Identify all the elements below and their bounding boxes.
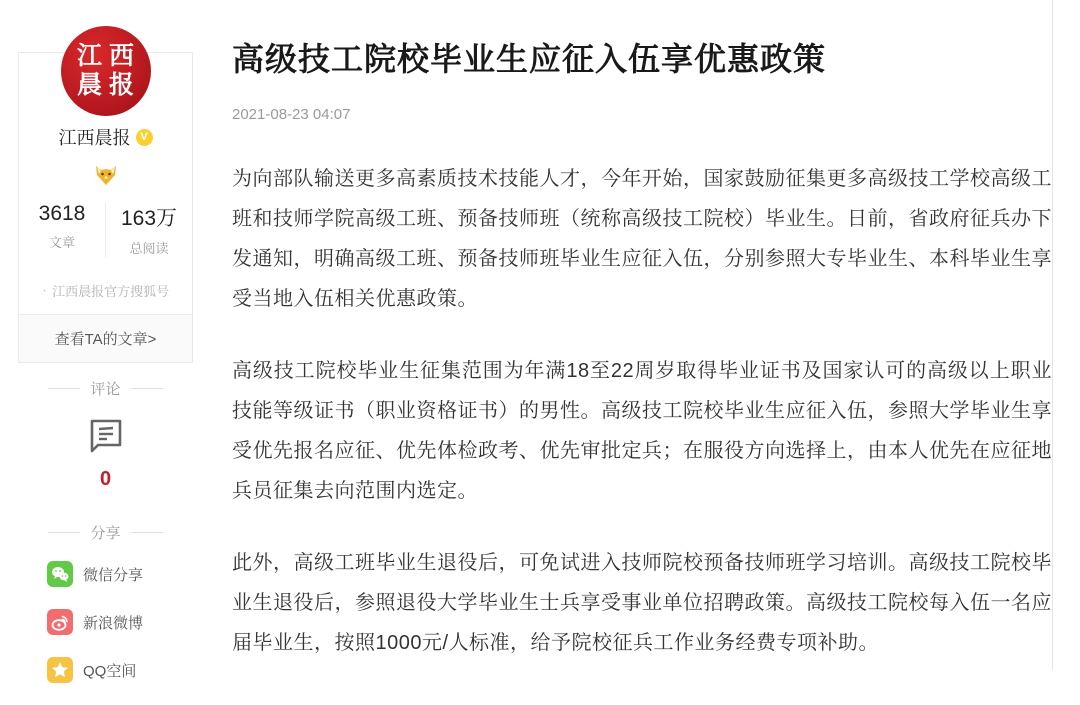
share-weibo-label: 新浪微博	[83, 614, 144, 632]
share-header-label: 分享	[90, 525, 121, 542]
publisher-tagline	[19, 281, 192, 300]
tagline-text: 江西晨报官方搜狐号	[52, 284, 170, 299]
article-paragraph: 高级技工院校毕业生征集范围为年满18至22周岁取得毕业证书及国家认可的高级以上职业技能等级证书（职业资格证书）的男性。高级技工院校毕业生应征入伍，参照大学毕业生享受优先报名应征、优先体检政考、优先审批定兵；在服役方向选择上，由本人优先在应征地兵员征集去向范围内选定。	[232, 360, 1052, 503]
stat-total-reads-label: 总阅读	[129, 241, 169, 256]
article-paragraph: 此外，高级工班毕业生退役后，可免试进入技师院校预备技师班学习培训。高级技工院校毕业生退役后，参照退役大学毕业生士兵享受事业单位招聘政策。高级技工院校每入伍一名应届毕业生，按照1000元/人标准，给予院校征兵工作业务经费专项补助。	[232, 552, 1052, 655]
publisher-name[interactable]: 江西晨报	[58, 128, 131, 148]
publisher-card	[18, 41, 193, 363]
publisher-logo[interactable]	[61, 26, 151, 116]
publisher-stats	[19, 202, 192, 269]
article-paragraph: 为向部队输送更多高素质技术技能人才，今年开始，国家鼓励征集更多高级技工学校高级工班和技师学院高级工班、预备技师班（统称高级技工院校）毕业生。日前，省政府征兵办下发通知，明确高级工班、预备技师班毕业生应征入伍，分别参照大专毕业生、本科毕业生享受当地入伍相关优惠政策。	[232, 168, 1052, 311]
stat-total-reads-value: 163万	[120, 207, 178, 230]
comment-count[interactable]: 0	[99, 468, 112, 490]
stat-total-reads	[106, 202, 192, 257]
divider-left	[48, 388, 80, 389]
view-articles-button[interactable]: 查看TA的文章>	[19, 314, 192, 362]
verified-badge-icon: V	[136, 129, 153, 146]
share-section	[18, 522, 193, 705]
stat-articles-value: 3618	[38, 202, 86, 225]
stat-articles-label: 文章	[48, 235, 75, 250]
tagline-bullet: ·	[41, 281, 48, 299]
comment-header-label: 评论	[90, 381, 121, 398]
qzone-icon	[47, 657, 73, 683]
comment-section	[18, 378, 193, 491]
share-wechat-button[interactable]	[47, 561, 193, 587]
article-title: 高级技工院校毕业生应征入伍享优惠政策	[232, 41, 827, 77]
stat-articles	[19, 202, 106, 257]
divider-right	[131, 532, 163, 533]
publisher-logo-line1: 江西	[76, 41, 141, 71]
article-main	[232, 36, 1052, 663]
weibo-icon	[47, 609, 73, 635]
share-qzone-button[interactable]	[47, 657, 193, 683]
wechat-icon	[47, 561, 73, 587]
share-qzone-label: QQ空间	[83, 662, 137, 680]
comment-bubble-icon[interactable]	[18, 415, 193, 455]
sohu-fox-icon	[94, 163, 118, 187]
share-weibo-button[interactable]	[47, 609, 193, 635]
article-date: 2021-08-23 04:07	[232, 106, 351, 124]
publisher-logo-line2: 晨报	[76, 70, 141, 99]
article-body	[232, 159, 1052, 663]
divider-left	[48, 532, 80, 533]
page-right-divider	[1052, 0, 1053, 670]
share-wechat-label: 微信分享	[83, 566, 144, 584]
divider-right	[131, 388, 163, 389]
